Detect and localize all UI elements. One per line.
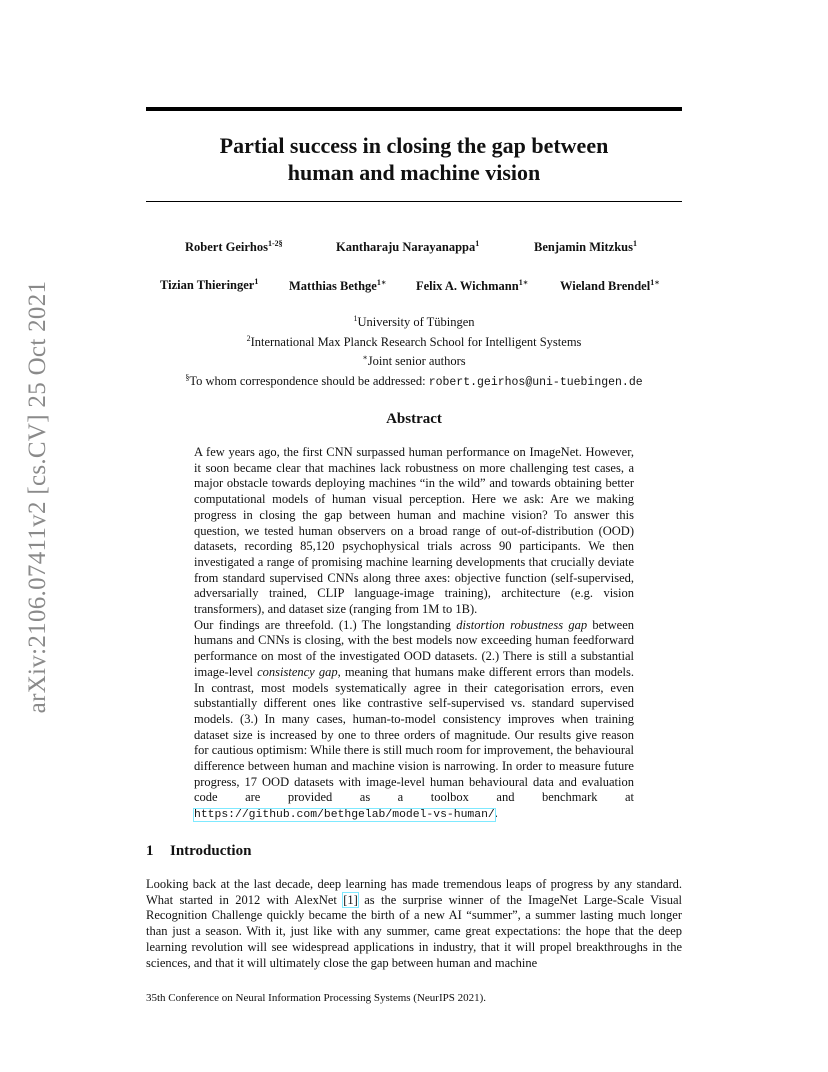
affiliation-text: Joint senior authors <box>367 354 466 369</box>
abstract-text: . <box>494 806 498 821</box>
author-mark: 1 <box>632 239 637 248</box>
intro-text: Looking back at the last decade, deep learning has made tremendous leaps of progress by any standard. What started in 2012 with AlexNet <box>146 877 682 907</box>
section-number: 1 <box>146 843 154 859</box>
title-line-2: human and machine vision <box>287 160 541 185</box>
title-top-rule <box>146 107 682 111</box>
abstract-paragraph <box>194 618 634 824</box>
affiliation-2 <box>146 331 682 351</box>
author <box>560 277 660 294</box>
abstract-emphasis: consistency gap <box>257 664 338 679</box>
affiliation-mark: ∗ <box>362 353 368 363</box>
paper-title <box>146 132 682 186</box>
author-name: Tizian Thieringer <box>160 278 255 293</box>
author-mark: 1-2§ <box>267 239 283 248</box>
intro-body <box>146 877 682 971</box>
abstract-body <box>194 445 634 824</box>
joint-note <box>146 350 682 370</box>
intro-paragraph <box>146 877 682 971</box>
author-mark: 1 <box>475 239 480 248</box>
author-mark: 1 <box>254 277 259 286</box>
abstract-emphasis: distortion robustness gap <box>456 617 588 632</box>
author <box>336 239 479 255</box>
affiliation-mark: 2 <box>246 333 251 343</box>
intro-text: as the surprise winner of the ImageNet Large-Scale Visual Recognition Challenge quickly became the birth of a new AI “summer”, a summer lasting much longer than just a season. With it, just like with any summer, came great expectations: the hope that the deep learning revolution will see widespread applications in industry, that it will propel breakthroughs in the sciences, and that it will ultimately close the gap between human and machine <box>146 892 682 970</box>
author-mark: 1∗ <box>376 278 387 287</box>
citation-link[interactable]: [1] <box>343 892 358 907</box>
correspondence-note <box>146 370 682 391</box>
section-title: Introduction <box>170 843 252 859</box>
author-name: Felix A. Wichmann <box>416 279 519 294</box>
title-bottom-rule <box>146 201 682 202</box>
abstract-paragraph: A few years ago, the first CNN surpassed human performance on ImageNet. However, it soon became clear that machines lack robustness on more challenging test cases, a major obstacle towards deploying machines “in the wild” and towards obtaining better computational models of human visual perception. Here we ask: Are we making progress in closing the gap between human and machine vision? To answer this question, we tested human observers on a broad range of out-of-distribution (OOD) datasets, recording 85,120 psychophysical trials across 90 participants. We then investigated a range of promising machine learning developments that crucially deviate from standard supervised CNNs along three axes: objective function (self-supervised, adversarially trained, CLIP language-image training), architecture (e.g. vision transformers), and dataset size (ranging from 1M to 1B). <box>194 445 634 617</box>
author <box>534 239 637 255</box>
affiliation-mark: 1 <box>353 314 358 323</box>
author <box>185 239 283 255</box>
affiliation-1 <box>146 311 682 331</box>
affiliation-mark: § <box>185 372 190 382</box>
title-line-1: Partial success in closing the gap between <box>219 133 609 158</box>
github-link[interactable]: https://github.com/bethgelab/model-vs-human/ <box>194 809 495 822</box>
affiliation-text: University of Tübingen <box>357 315 475 330</box>
abstract-heading: Abstract <box>386 411 442 427</box>
abstract-text: , meaning that humans make different errors than models. In contrast, most models systematically agree in their categorisation errors, even substantially different ones like contrastive self-supervised vs. standard supervised models. (3.) In many cases, human-to-model consistency improves when training dataset size is increased by one to three orders of magnitude. Our results give reason for cautious optimism: While there is still much room for improvement, the behavioural difference between human and machine vision is narrowing. In order to measure future progress, 17 OOD datasets with image-level human behavioural data and evaluation code are provided as a toolbox and benchmark at <box>194 664 635 805</box>
author-name: Benjamin Mitzkus <box>534 240 633 255</box>
author <box>416 277 528 294</box>
section-heading <box>146 843 251 860</box>
author <box>160 277 258 293</box>
arxiv-watermark: arXiv:2106.07411v2 [cs.CV] 25 Oct 2021 <box>24 280 51 714</box>
correspondence-email[interactable]: robert.geirhos@uni-tuebingen.de <box>428 376 643 390</box>
abstract-text: Our findings are threefold. (1.) The longstanding <box>194 617 457 632</box>
abstract-text: between humans and CNNs is closing, with the best models now exceeding human feedforward performance on most of the investigated OOD datasets. (2.) There is still a substantial image-level <box>194 617 634 679</box>
affiliations <box>146 311 682 391</box>
author-name: Robert Geirhos <box>185 240 268 255</box>
affiliation-text: International Max Planck Research School for Intelligent Systems <box>250 334 582 349</box>
author-mark: 1∗ <box>650 278 660 287</box>
affiliation-text: To whom correspondence should be addressed: <box>189 374 429 389</box>
author-name: Wieland Brendel <box>560 279 651 294</box>
conference-footer: 35th Conference on Neural Information Processing Systems (NeurIPS 2021). <box>146 992 487 1004</box>
author-name: Matthias Bethge <box>289 279 377 294</box>
author <box>289 277 386 294</box>
author-name: Kantharaju Narayanappa <box>336 240 476 255</box>
author-mark: 1∗ <box>518 278 529 287</box>
